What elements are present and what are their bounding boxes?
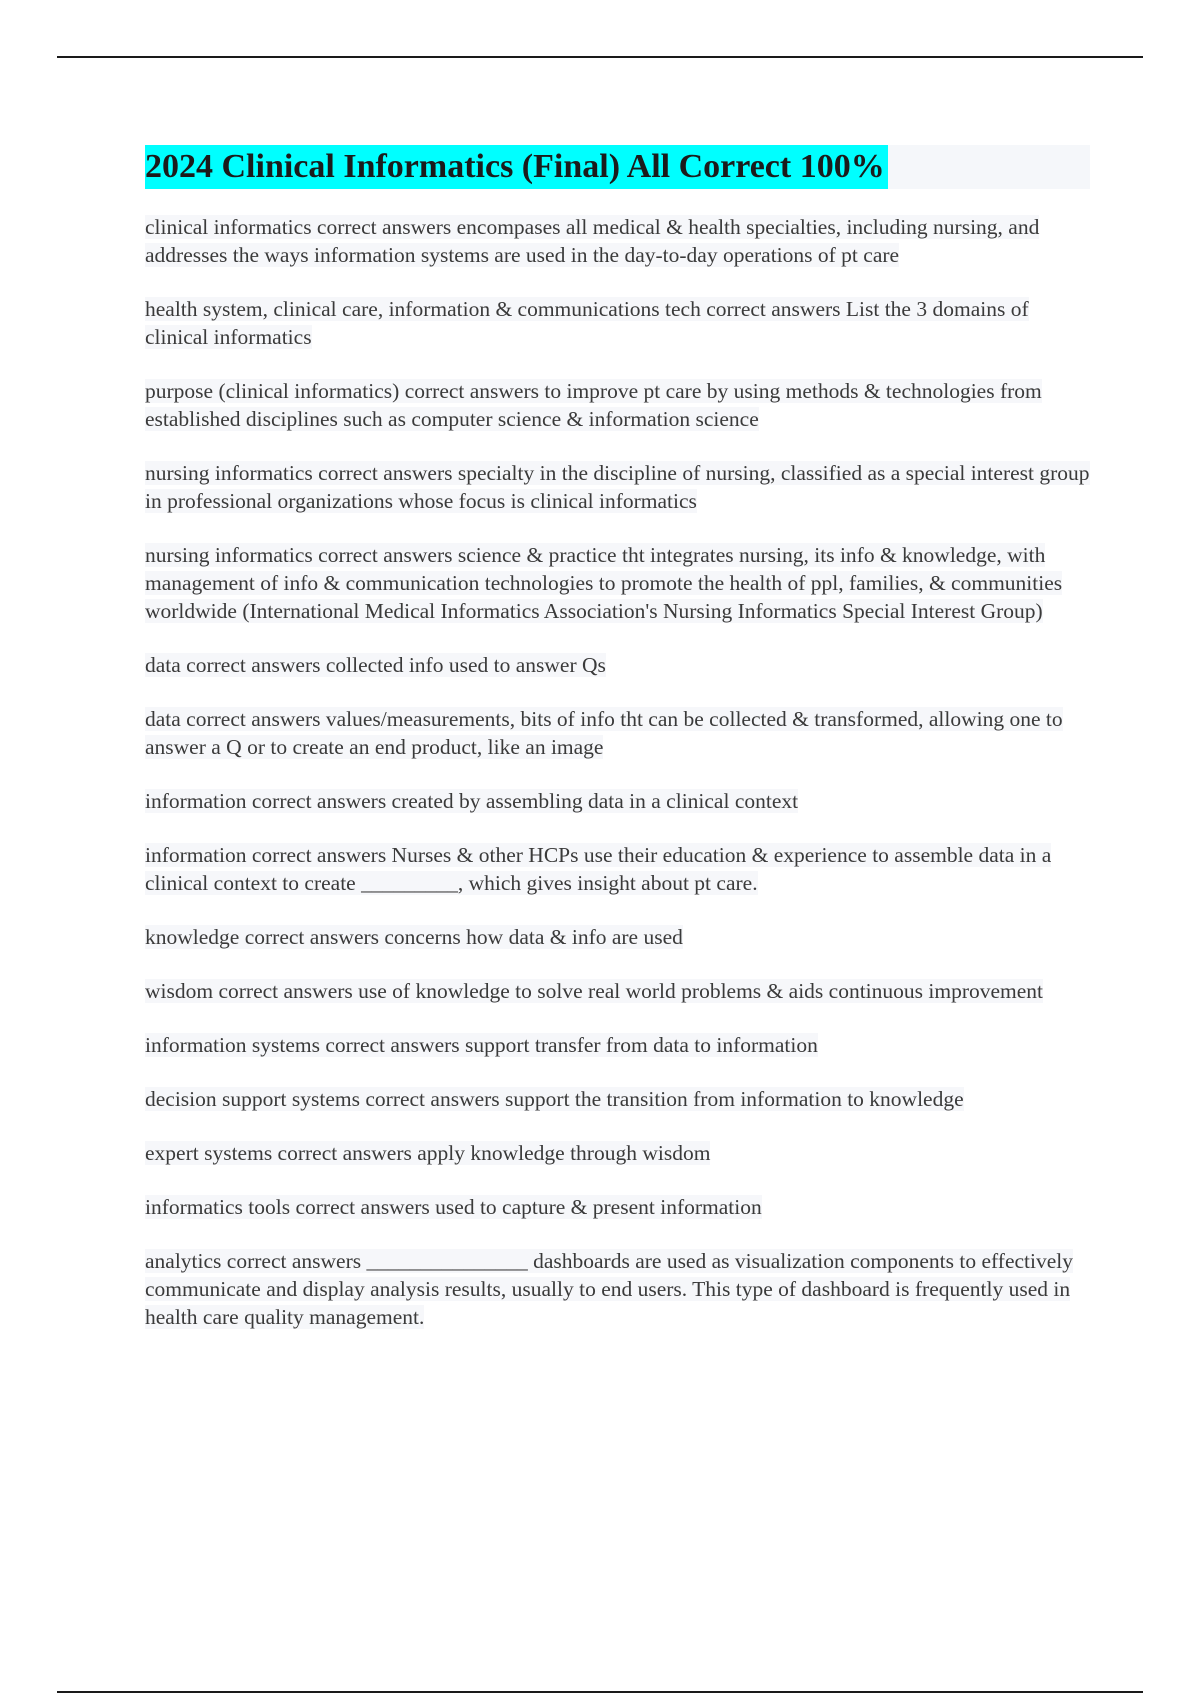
- entry: [145, 213, 1090, 269]
- entry: [145, 295, 1090, 351]
- entry-text: data correct answers values/measurements, bits of info tht can be collected & transformed, allowing one to answer a Q or to create an end product, like an image: [145, 707, 1063, 759]
- entry: [145, 1085, 1090, 1113]
- entry-text: wisdom correct answers use of knowledge to solve real world problems & aids continuous improvement: [145, 979, 1044, 1003]
- entry-text: expert systems correct answers apply knowledge through wisdom: [145, 1141, 711, 1165]
- entry: [145, 541, 1090, 625]
- entry: [145, 651, 1090, 679]
- entry: [145, 923, 1090, 951]
- entry: [145, 1193, 1090, 1221]
- entry: [145, 377, 1090, 433]
- entry-text: decision support systems correct answers support the transition from information to knowledge: [145, 1087, 964, 1111]
- entry-text: health system, clinical care, information & communications tech correct answers List the 3 domains of clinical informatics: [145, 297, 1029, 349]
- entry-text: analytics correct answers _______________ dashboards are used as visualization components to effectively communicate and display analysis results, usually to end users. This type of dashboard is frequently used in health care quality management.: [145, 1249, 1074, 1329]
- entry-text: data correct answers collected info used to answer Qs: [145, 653, 606, 677]
- entry-text: purpose (clinical informatics) correct answers to improve pt care by using methods & technologies from established disciplines such as computer science & information science: [145, 379, 1042, 431]
- entry-text: information systems correct answers support transfer from data to information: [145, 1033, 818, 1057]
- document-body: [145, 145, 1090, 1357]
- entry: [145, 977, 1090, 1005]
- entry-text: information correct answers created by assembling data in a clinical context: [145, 789, 799, 813]
- entry: [145, 1139, 1090, 1167]
- entry-text: clinical informatics correct answers encompases all medical & health specialties, including nursing, and addresses the ways information systems are used in the day-to-day operations of pt care: [145, 215, 1040, 267]
- entry-text: information correct answers Nurses & other HCPs use their education & experience to assemble data in a clinical context to create _________, which gives insight about pt care.: [145, 843, 1052, 895]
- entry: [145, 1031, 1090, 1059]
- bottom-rule: [57, 1691, 1143, 1693]
- top-rule: [57, 56, 1143, 58]
- entry-text: nursing informatics correct answers specialty in the discipline of nursing, classified as a special interest group in professional organizations whose focus is clinical informatics: [145, 461, 1090, 513]
- entry: [145, 705, 1090, 761]
- entry: [145, 787, 1090, 815]
- entry-text: knowledge correct answers concerns how data & info are used: [145, 925, 683, 949]
- entry-text: informatics tools correct answers used to capture & present information: [145, 1195, 762, 1219]
- entry-text: nursing informatics correct answers science & practice tht integrates nursing, its info & knowledge, with management of info & communication technologies to promote the health of ppl, families, & communities worldwide (International Medical Informatics Association's Nursing Informatics Special Interest Group): [145, 543, 1063, 623]
- entry: [145, 459, 1090, 515]
- entry: [145, 841, 1090, 897]
- entry: [145, 1247, 1090, 1331]
- document-title: 2024 Clinical Informatics (Final) All Correct 100%: [145, 145, 888, 189]
- title-bar: [145, 145, 1090, 189]
